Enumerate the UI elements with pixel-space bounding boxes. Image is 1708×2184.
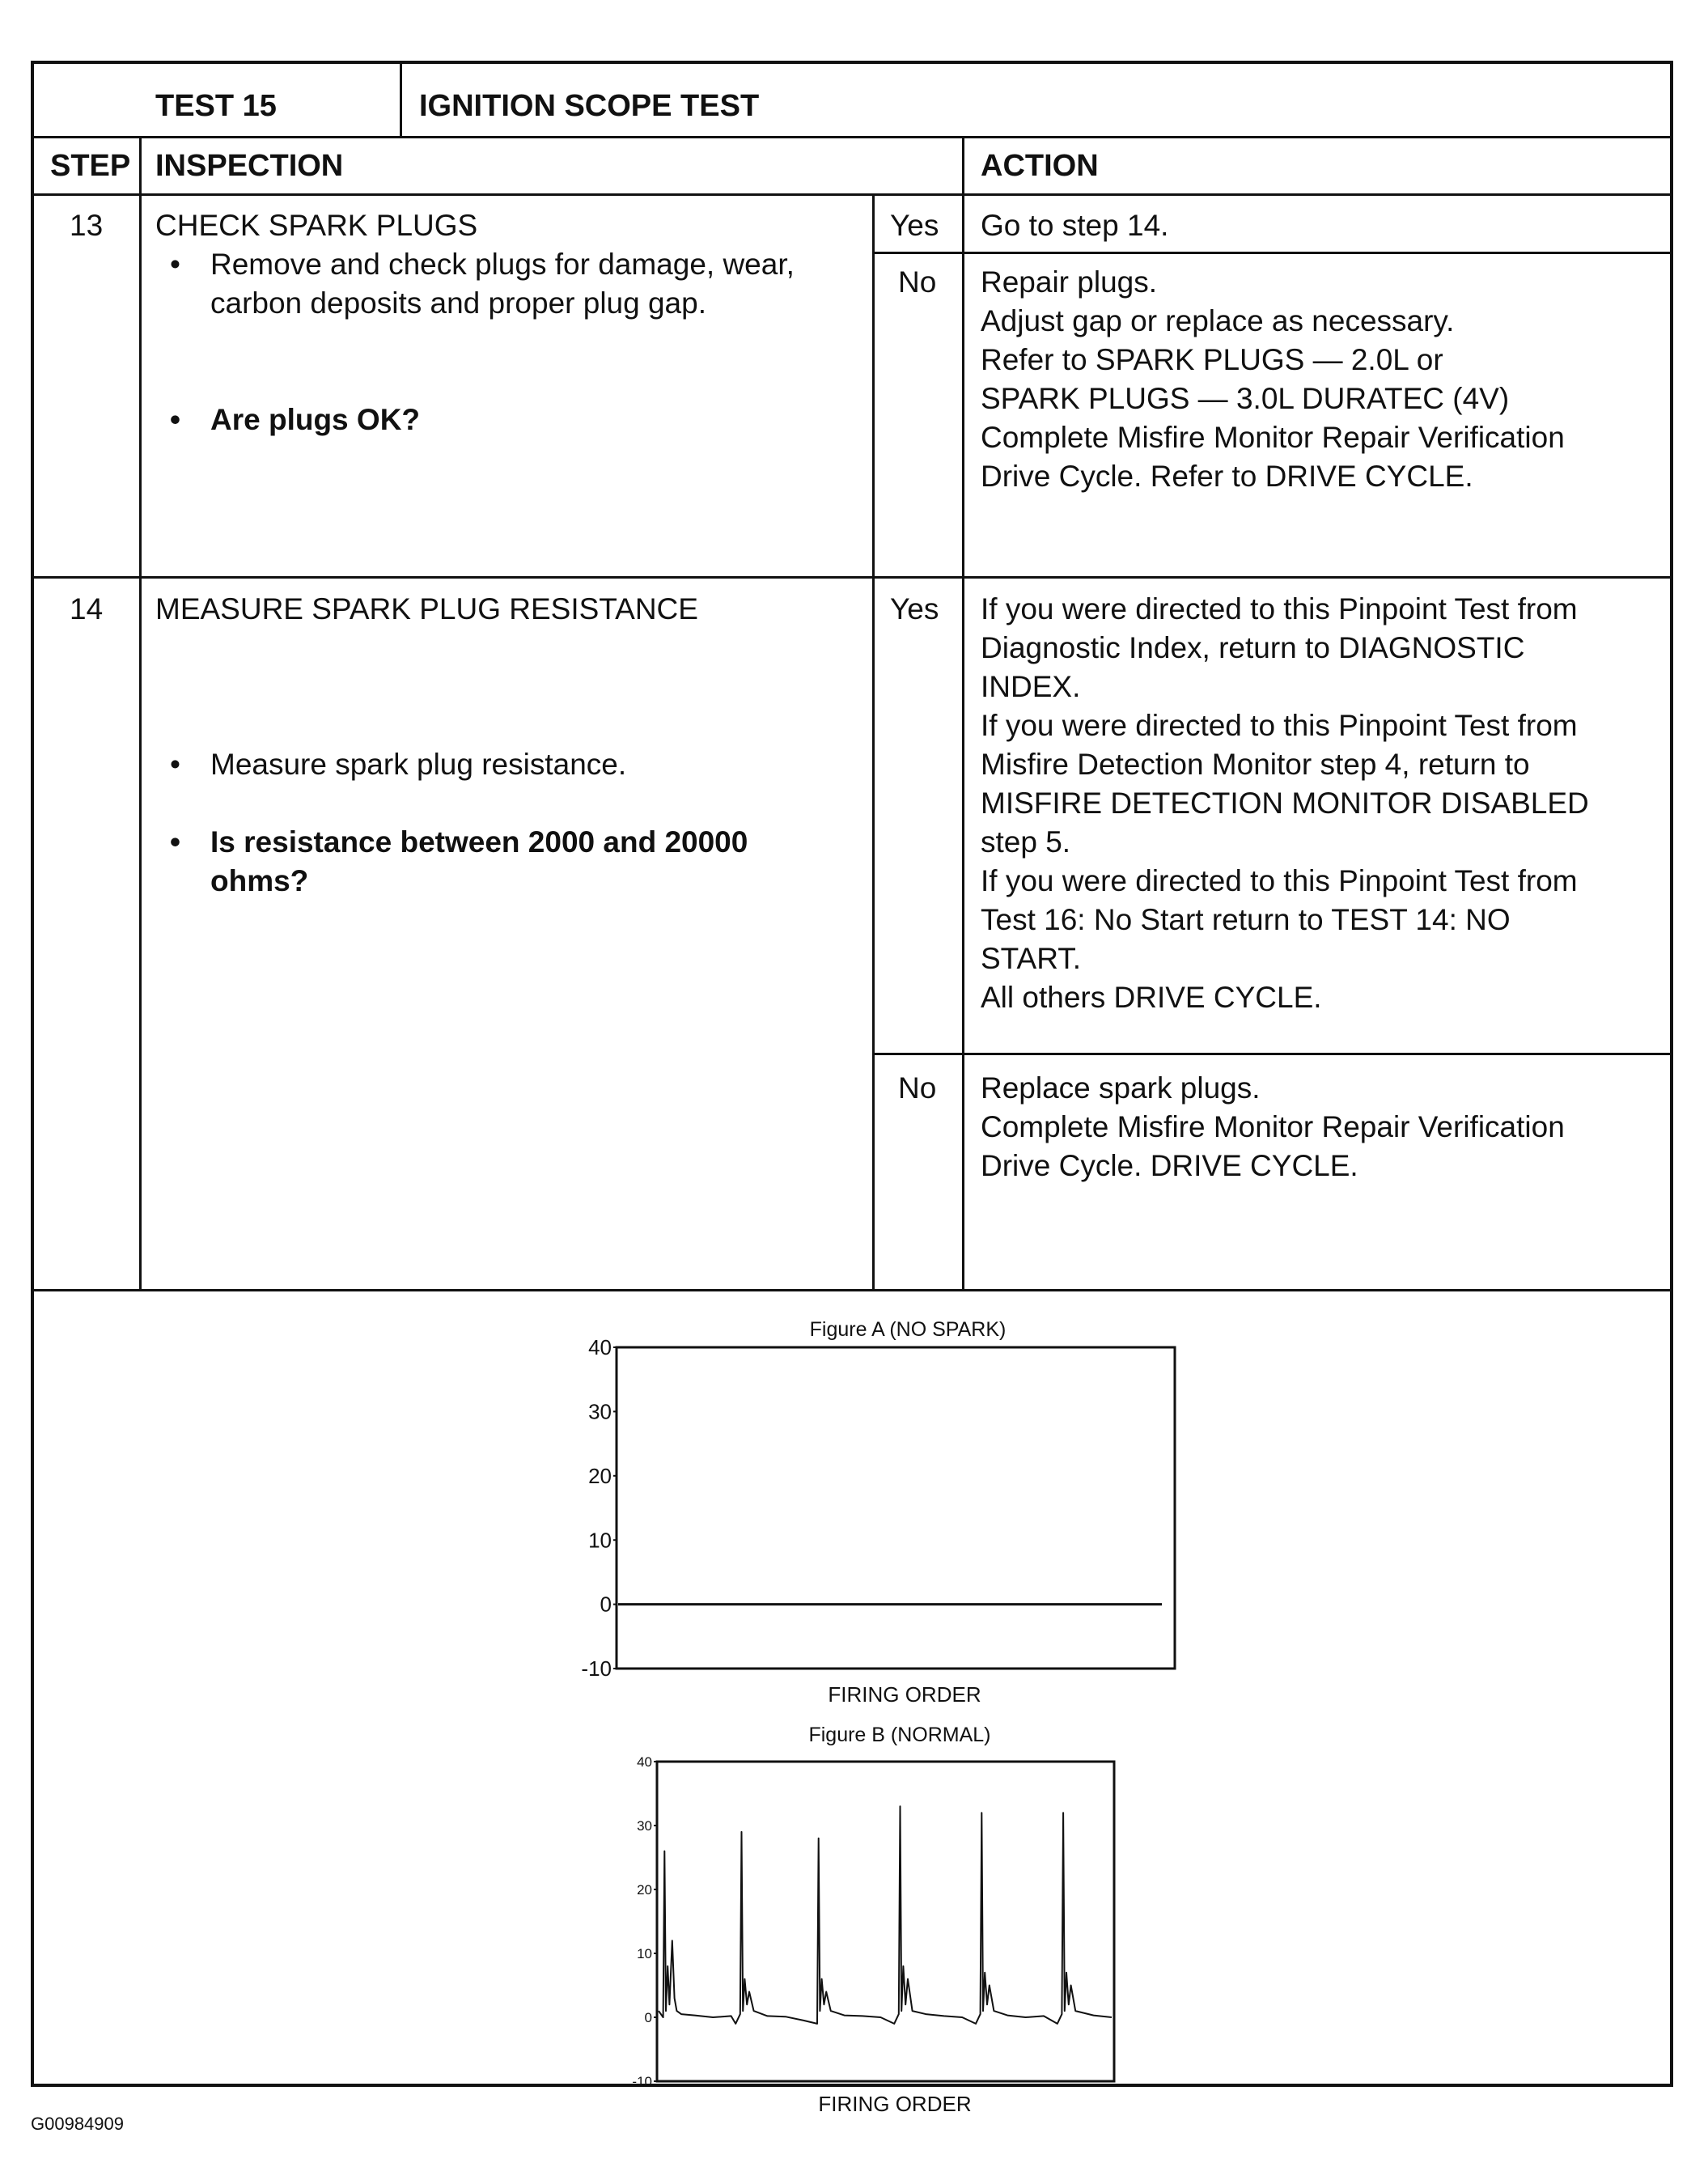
- figure-b-title: Figure B (NORMAL): [808, 1724, 991, 1746]
- y-tick-label: 40: [588, 1335, 612, 1360]
- step-13-no-action: [981, 263, 1660, 496]
- y-tick-label: -10: [581, 1656, 612, 1681]
- y-tick-label: 30: [588, 1399, 612, 1424]
- step-13-number: 13: [70, 209, 104, 242]
- step-14-title: MEASURE SPARK PLUG RESISTANCE: [155, 592, 698, 626]
- step-13-no-label: No: [898, 265, 937, 299]
- step-14-bullet-1: • Measure spark plug resistance.: [155, 745, 851, 784]
- step-13-bullet-2: • Are plugs OK?: [155, 401, 851, 439]
- test-number: TEST 15: [155, 89, 277, 123]
- y-tick-label: 0: [644, 2009, 652, 2025]
- y-tick-label: 10: [588, 1528, 612, 1553]
- action-line: All others DRIVE CYCLE.: [981, 981, 1322, 1014]
- step-14-yes-label: Yes: [890, 592, 939, 626]
- step-13-yes-action: [981, 206, 1652, 245]
- action-line: Refer to SPARK PLUGS — 2.0L or: [981, 343, 1443, 376]
- action-line: Misfire Detection Monitor step 4, return to: [981, 748, 1530, 781]
- y-tick-label: -10: [632, 2073, 652, 2089]
- step-13-title: CHECK SPARK PLUGS: [155, 209, 478, 242]
- action-line: Test 16: No Start return to TEST 14: NO: [981, 903, 1511, 936]
- figure-b-chart: [519, 1713, 1199, 2116]
- y-tick-label: 20: [637, 1881, 652, 1898]
- step-14-yes-action: [981, 590, 1664, 1017]
- action-line: If you were directed to this Pinpoint Test from: [981, 709, 1578, 742]
- step-14-no-action: [981, 1069, 1660, 1185]
- figure-a-xlabel: FIRING ORDER: [828, 1682, 981, 1707]
- figure-a-title: Figure A (NO SPARK): [809, 1318, 1007, 1341]
- action-line: Diagnostic Index, return to DIAGNOSTIC: [981, 631, 1525, 664]
- action-line: If you were directed to this Pinpoint Test from: [981, 864, 1578, 897]
- y-tick-label: 10: [637, 1945, 652, 1961]
- step-14-number: 14: [70, 592, 104, 626]
- action-line: Complete Misfire Monitor Repair Verification: [981, 1110, 1565, 1143]
- column-action: ACTION: [981, 149, 1099, 183]
- action-line: step 5.: [981, 825, 1071, 859]
- y-tick-label: 0: [600, 1592, 612, 1617]
- step-13-yes-label: Yes: [890, 209, 939, 242]
- test-title: IGNITION SCOPE TEST: [419, 89, 760, 123]
- action-line: Drive Cycle. DRIVE CYCLE.: [981, 1149, 1358, 1182]
- figure-code: G00984909: [31, 2114, 124, 2134]
- procedure-table: [31, 61, 1673, 2116]
- series-line-normal: [659, 1806, 1112, 2024]
- action-line: Complete Misfire Monitor Repair Verification: [981, 421, 1565, 454]
- figure-b-xlabel: FIRING ORDER: [818, 2092, 972, 2116]
- column-inspection: INSPECTION: [155, 149, 344, 183]
- action-line: If you were directed to this Pinpoint Test from: [981, 592, 1578, 626]
- action-line: Repair plugs.: [981, 265, 1158, 299]
- action-line: START.: [981, 942, 1082, 975]
- action-line: INDEX.: [981, 670, 1081, 703]
- column-step: STEP: [50, 149, 131, 183]
- action-line: Replace spark plugs.: [981, 1071, 1261, 1105]
- step-13-bullet-1: • Remove and check plugs for damage, wear, carbon deposits and proper plug gap.: [155, 245, 851, 323]
- figure-b-plot-frame: [657, 1762, 1114, 2081]
- figure-a-plot-frame: [617, 1347, 1175, 1669]
- action-line: Adjust gap or replace as necessary.: [981, 304, 1455, 337]
- step-14-bullet-2: • Is resistance between 2000 and 20000 ohms?: [155, 823, 770, 901]
- step-14-no-label: No: [898, 1071, 937, 1105]
- y-tick-label: 20: [588, 1463, 612, 1488]
- action-line: Drive Cycle. Refer to DRIVE CYCLE.: [981, 460, 1473, 493]
- y-tick-label: 40: [637, 1754, 652, 1770]
- y-tick-label: 30: [637, 1817, 652, 1834]
- action-line: Go to step 14.: [981, 209, 1169, 242]
- action-line: SPARK PLUGS — 3.0L DURATEC (4V): [981, 382, 1510, 415]
- action-line: MISFIRE DETECTION MONITOR DISABLED: [981, 787, 1589, 820]
- figure-a-chart: [519, 1300, 1199, 1713]
